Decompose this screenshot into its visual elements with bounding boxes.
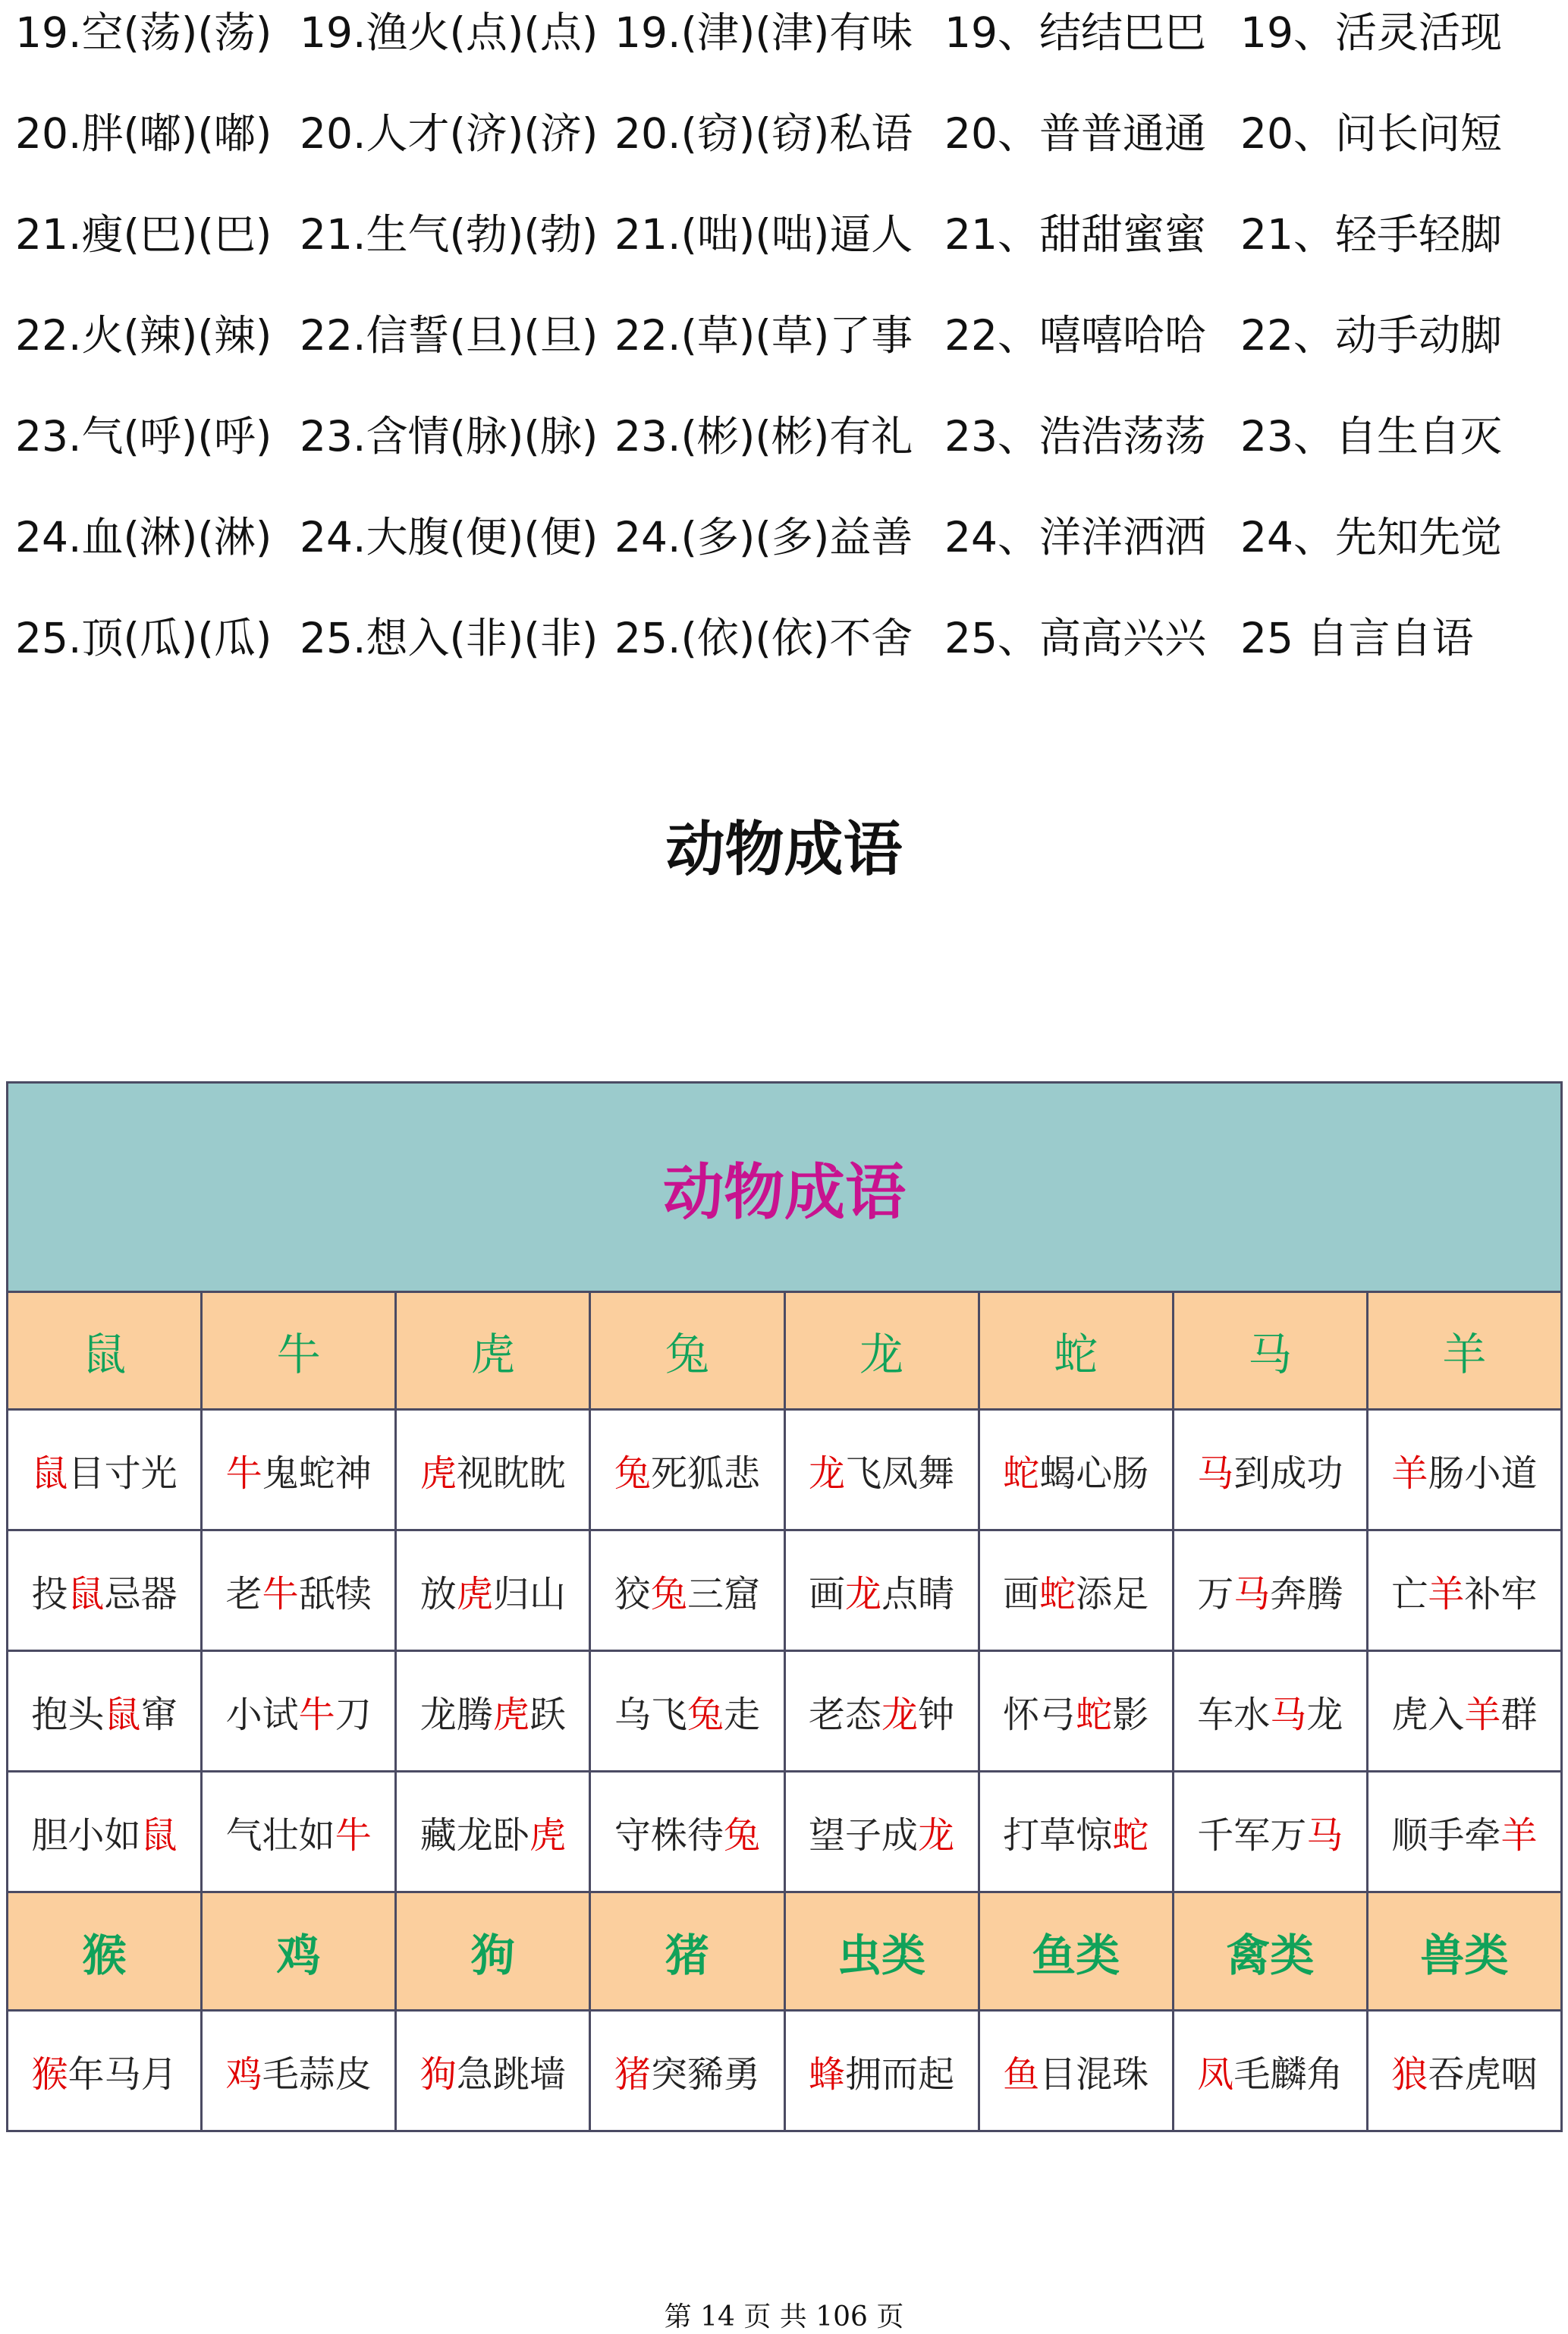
idiom-cell (979, 1410, 1173, 1530)
animal-header-cell: 虫类 (784, 1892, 979, 2011)
idiom-text: 胆小如 (31, 1813, 141, 1857)
idiom-text: 肠小道 (1428, 1452, 1538, 1495)
exercise-item: 23.(彬)(彬)有礼 (614, 412, 913, 461)
exercise-item: 25、高高兴兴 (944, 614, 1206, 662)
idiom-text: 画 (809, 1572, 846, 1615)
exercise-item: 25.顶(瓜)(瓜) (15, 614, 272, 662)
exercise-row (15, 101, 1555, 202)
idiom-row (8, 1530, 1562, 1651)
idiom-cell (590, 1651, 784, 1772)
idiom-cell (784, 2011, 979, 2131)
idiom-text: 放 (419, 1572, 457, 1615)
exercise-item: 23、自生自灭 (1240, 412, 1502, 461)
exercise-item: 19.空(荡)(荡) (15, 8, 272, 57)
idiom-animal-char: 鼠 (104, 1693, 141, 1736)
idiom-cell (8, 1410, 202, 1530)
idiom-animal-char: 蛇 (1003, 1452, 1040, 1495)
exercise-item: 24、先知先觉 (1240, 513, 1502, 561)
idiom-cell (1173, 1530, 1367, 1651)
idiom-cell (590, 1772, 784, 1892)
table-title: 动物成语 (663, 1156, 906, 1228)
animal-header-cell: 禽类 (1173, 1892, 1367, 2011)
idiom-text: 补牢 (1464, 1572, 1538, 1615)
exercise-item: 19、结结巴巴 (944, 8, 1206, 57)
idiom-animal-char: 牛 (225, 1452, 262, 1495)
exercise-row (15, 202, 1555, 303)
idiom-text: 龙腾 (419, 1693, 493, 1736)
idiom-cell (202, 1772, 396, 1892)
exercise-item: 22、嘻嘻哈哈 (944, 311, 1206, 360)
idiom-text: 老 (225, 1572, 262, 1615)
animal-idioms-table (6, 1081, 1563, 2132)
idiom-animal-char: 鱼 (1003, 2052, 1040, 2096)
animal-header-cell: 狗 (396, 1892, 590, 2011)
idiom-text: 老态 (809, 1693, 882, 1736)
idiom-text: 拥而起 (845, 2052, 955, 2096)
idiom-cell (396, 1772, 590, 1892)
idiom-text: 藏龙卧 (419, 1813, 529, 1857)
idiom-text: 千军万 (1197, 1813, 1307, 1857)
idiom-animal-char: 龙 (881, 1693, 919, 1736)
animal-header-row (8, 1291, 1562, 1410)
animal-header-cell: 龙 (784, 1291, 979, 1410)
idiom-cell (784, 1410, 979, 1530)
idiom-text: 车水 (1197, 1693, 1271, 1736)
idiom-cell (1367, 2011, 1561, 2131)
idiom-cell (784, 1772, 979, 1892)
idiom-animal-char: 猪 (614, 2052, 651, 2096)
idiom-animal-char: 蛇 (1112, 1813, 1149, 1857)
idiom-text: 奔腾 (1270, 1572, 1343, 1615)
idiom-animal-char: 鸡 (225, 2052, 262, 2096)
idiom-cell (202, 2011, 396, 2131)
idiom-animal-char: 牛 (262, 1572, 299, 1615)
idiom-animal-char: 兔 (723, 1813, 760, 1857)
idiom-text: 三窟 (687, 1572, 760, 1615)
animal-header-cell: 鸡 (202, 1892, 396, 2011)
exercise-item: 23.含情(脉)(脉) (300, 412, 599, 461)
animal-header-cell: 鱼类 (979, 1892, 1173, 2011)
page-footer: 第 14 页 共 106 页 (664, 2301, 904, 2332)
exercise-item: 20.(窃)(窃)私语 (614, 109, 913, 158)
idiom-cell (8, 2011, 202, 2131)
idiom-cell (202, 1530, 396, 1651)
idiom-animal-char: 凤 (1197, 2052, 1234, 2096)
animal-header-cell: 兽类 (1367, 1892, 1561, 2011)
idiom-cell (202, 1651, 396, 1772)
idiom-row (8, 1772, 1562, 1892)
idiom-text: 归山 (492, 1572, 566, 1615)
exercise-item: 24.大腹(便)(便) (300, 513, 599, 561)
exercise-item: 21、轻手轻脚 (1240, 210, 1502, 259)
idiom-cell (8, 1772, 202, 1892)
animal-header-cell: 马 (1173, 1291, 1367, 1410)
exercise-item: 19.渔火(点)(点) (300, 8, 599, 57)
idiom-row (8, 2011, 1562, 2131)
idiom-text: 视眈眈 (456, 1452, 566, 1495)
idiom-animal-char: 蜂 (809, 2052, 846, 2096)
idiom-animal-char: 猴 (31, 2052, 68, 2096)
idiom-cell (396, 1651, 590, 1772)
idiom-text: 龙 (1306, 1693, 1343, 1736)
idiom-animal-char: 狼 (1391, 2052, 1428, 2096)
idiom-text: 蝎心肠 (1039, 1452, 1149, 1495)
idiom-animal-char: 虎 (456, 1572, 493, 1615)
idiom-cell (1173, 2011, 1367, 2131)
exercise-item: 19、活灵活现 (1240, 8, 1502, 57)
idiom-animal-char: 马 (1233, 1572, 1271, 1615)
exercise-item: 19.(津)(津)有味 (614, 8, 913, 57)
idiom-animal-char: 龙 (918, 1813, 955, 1857)
idiom-text: 到成功 (1233, 1452, 1343, 1495)
idiom-animal-char: 兔 (650, 1572, 687, 1615)
idiom-row (8, 1651, 1562, 1772)
animal-header-cell: 鼠 (8, 1291, 202, 1410)
exercise-item: 20.人才(济)(济) (300, 109, 599, 158)
idiom-text: 画 (1003, 1572, 1040, 1615)
idiom-text: 群 (1500, 1693, 1538, 1736)
idiom-cell (1173, 1410, 1367, 1530)
idiom-animal-char: 蛇 (1039, 1572, 1076, 1615)
idiom-animal-char: 羊 (1391, 1452, 1428, 1495)
exercise-item: 23.气(呼)(呼) (15, 412, 272, 461)
idiom-cell (1367, 1530, 1561, 1651)
idiom-cell (784, 1651, 979, 1772)
idiom-text: 虎入 (1391, 1693, 1465, 1736)
exercise-item: 20、问长问短 (1240, 109, 1502, 158)
exercise-row (15, 0, 1555, 101)
exercise-item: 25.想入(非)(非) (300, 614, 599, 662)
idiom-text: 舐犊 (298, 1572, 372, 1615)
idiom-cell (8, 1530, 202, 1651)
idiom-text: 气壮如 (225, 1813, 335, 1857)
animal-header-cell: 虎 (396, 1291, 590, 1410)
exercise-row (15, 606, 1555, 706)
idiom-text: 目寸光 (68, 1452, 178, 1495)
idiom-text: 点睛 (881, 1572, 955, 1615)
idiom-text: 忌器 (104, 1572, 178, 1615)
exercise-item: 20.胖(嘟)(嘟) (15, 109, 272, 158)
idiom-row (8, 1410, 1562, 1530)
animal-header-cell: 蛇 (979, 1291, 1173, 1410)
exercise-item: 21.(咄)(咄)逼人 (614, 210, 913, 259)
idiom-cell (784, 1530, 979, 1651)
idiom-cell (202, 1410, 396, 1530)
idiom-animal-char: 狗 (419, 2052, 457, 2096)
idiom-cell (979, 1651, 1173, 1772)
animal-header-row (8, 1892, 1562, 2011)
idiom-animal-char: 牛 (298, 1693, 335, 1736)
idiom-text: 毛麟角 (1233, 2052, 1343, 2096)
idiom-animal-char: 羊 (1464, 1693, 1501, 1736)
idiom-text: 乌飞 (614, 1693, 687, 1736)
idiom-text: 抱头 (31, 1693, 105, 1736)
idiom-animal-char: 虎 (419, 1452, 457, 1495)
exercise-item: 20、普普通通 (944, 109, 1206, 158)
exercise-row (15, 505, 1555, 606)
idiom-animal-char: 虎 (492, 1693, 529, 1736)
idiom-text: 添足 (1076, 1572, 1149, 1615)
idiom-text: 死狐悲 (650, 1452, 760, 1495)
idiom-animal-char: 羊 (1428, 1572, 1465, 1615)
exercise-item: 25.(依)(依)不舍 (614, 614, 913, 662)
idiom-text: 小试 (225, 1693, 299, 1736)
idiom-text: 万 (1197, 1572, 1234, 1615)
idiom-animal-char: 牛 (335, 1813, 372, 1857)
idiom-text: 突豨勇 (650, 2052, 760, 2096)
idiom-text: 窜 (140, 1693, 178, 1736)
exercise-item: 24.(多)(多)益善 (614, 513, 913, 561)
idiom-cell (396, 2011, 590, 2131)
idiom-animal-char: 龙 (809, 1452, 846, 1495)
idiom-text: 毛蒜皮 (262, 2052, 372, 2096)
exercise-item: 25 自言自语 (1240, 614, 1474, 662)
idiom-text: 急跳墙 (456, 2052, 566, 2096)
animal-header-cell: 牛 (202, 1291, 396, 1410)
idiom-text: 跃 (529, 1693, 566, 1736)
animal-header-cell: 羊 (1367, 1291, 1561, 1410)
fill-in-exercise-lines (15, 0, 1555, 706)
exercise-item: 21、甜甜蜜蜜 (944, 210, 1206, 259)
idiom-text: 投 (31, 1572, 68, 1615)
idiom-text: 钟 (918, 1693, 955, 1736)
idiom-animal-char: 龙 (845, 1572, 882, 1615)
idiom-text: 守株待 (614, 1813, 724, 1857)
idiom-animal-char: 兔 (687, 1693, 724, 1736)
exercise-row (15, 404, 1555, 505)
idiom-text: 亡 (1391, 1572, 1428, 1615)
idiom-text: 打草惊 (1003, 1813, 1113, 1857)
animal-header-cell: 兔 (590, 1291, 784, 1410)
idiom-animal-char: 鼠 (68, 1572, 105, 1615)
exercise-item: 22.火(辣)(辣) (15, 311, 272, 360)
idiom-cell (1173, 1772, 1367, 1892)
idiom-text: 年马月 (68, 2052, 178, 2096)
idiom-animal-char: 鼠 (31, 1452, 68, 1495)
exercise-row (15, 303, 1555, 404)
idiom-text: 吞虎咽 (1428, 2052, 1538, 2096)
idiom-cell (1367, 1651, 1561, 1772)
idiom-cell (1367, 1772, 1561, 1892)
idiom-animal-char: 鼠 (140, 1813, 178, 1857)
exercise-item: 22.信誓(旦)(旦) (300, 311, 599, 360)
idiom-cell (979, 1772, 1173, 1892)
idiom-text: 目混珠 (1039, 2052, 1149, 2096)
idiom-text: 狡 (614, 1572, 651, 1615)
idiom-text: 刀 (335, 1693, 372, 1736)
idiom-text: 飞凤舞 (845, 1452, 955, 1495)
idiom-animal-char: 马 (1197, 1452, 1234, 1495)
idiom-text: 走 (723, 1693, 760, 1736)
idiom-text: 望子成 (809, 1813, 919, 1857)
exercise-item: 21.生气(勃)(勃) (300, 210, 599, 259)
idiom-animal-char: 羊 (1500, 1813, 1538, 1857)
idiom-animal-char: 马 (1270, 1693, 1307, 1736)
animal-header-cell: 猴 (8, 1892, 202, 2011)
idiom-cell (979, 2011, 1173, 2131)
exercise-item: 21.瘦(巴)(巴) (15, 210, 272, 259)
idiom-cell (396, 1530, 590, 1651)
idiom-cell (1173, 1651, 1367, 1772)
idiom-cell (8, 1651, 202, 1772)
exercise-item: 22.(草)(草)了事 (614, 311, 913, 360)
exercise-item: 23、浩浩荡荡 (944, 412, 1206, 461)
table-title-cell (8, 1083, 1562, 1292)
idiom-cell (1367, 1410, 1561, 1530)
idiom-animal-char: 马 (1306, 1813, 1343, 1857)
idiom-text: 顺手牵 (1391, 1813, 1501, 1857)
idiom-animal-char: 蛇 (1076, 1693, 1113, 1736)
idiom-cell (590, 1530, 784, 1651)
idiom-cell (396, 1410, 590, 1530)
idiom-animal-char: 兔 (614, 1452, 651, 1495)
idiom-text: 鬼蛇神 (262, 1452, 372, 1495)
exercise-item: 24.血(淋)(淋) (15, 513, 272, 561)
idiom-animal-char: 虎 (529, 1813, 566, 1857)
animal-header-cell: 猪 (590, 1892, 784, 2011)
idiom-cell (979, 1530, 1173, 1651)
page-heading: 动物成语 (665, 816, 903, 884)
idiom-cell (590, 2011, 784, 2131)
idiom-text: 影 (1112, 1693, 1149, 1736)
idiom-cell (590, 1410, 784, 1530)
exercise-item: 22、动手动脚 (1240, 311, 1502, 360)
idiom-text: 怀弓 (1003, 1693, 1076, 1736)
exercise-item: 24、洋洋洒洒 (944, 513, 1206, 561)
